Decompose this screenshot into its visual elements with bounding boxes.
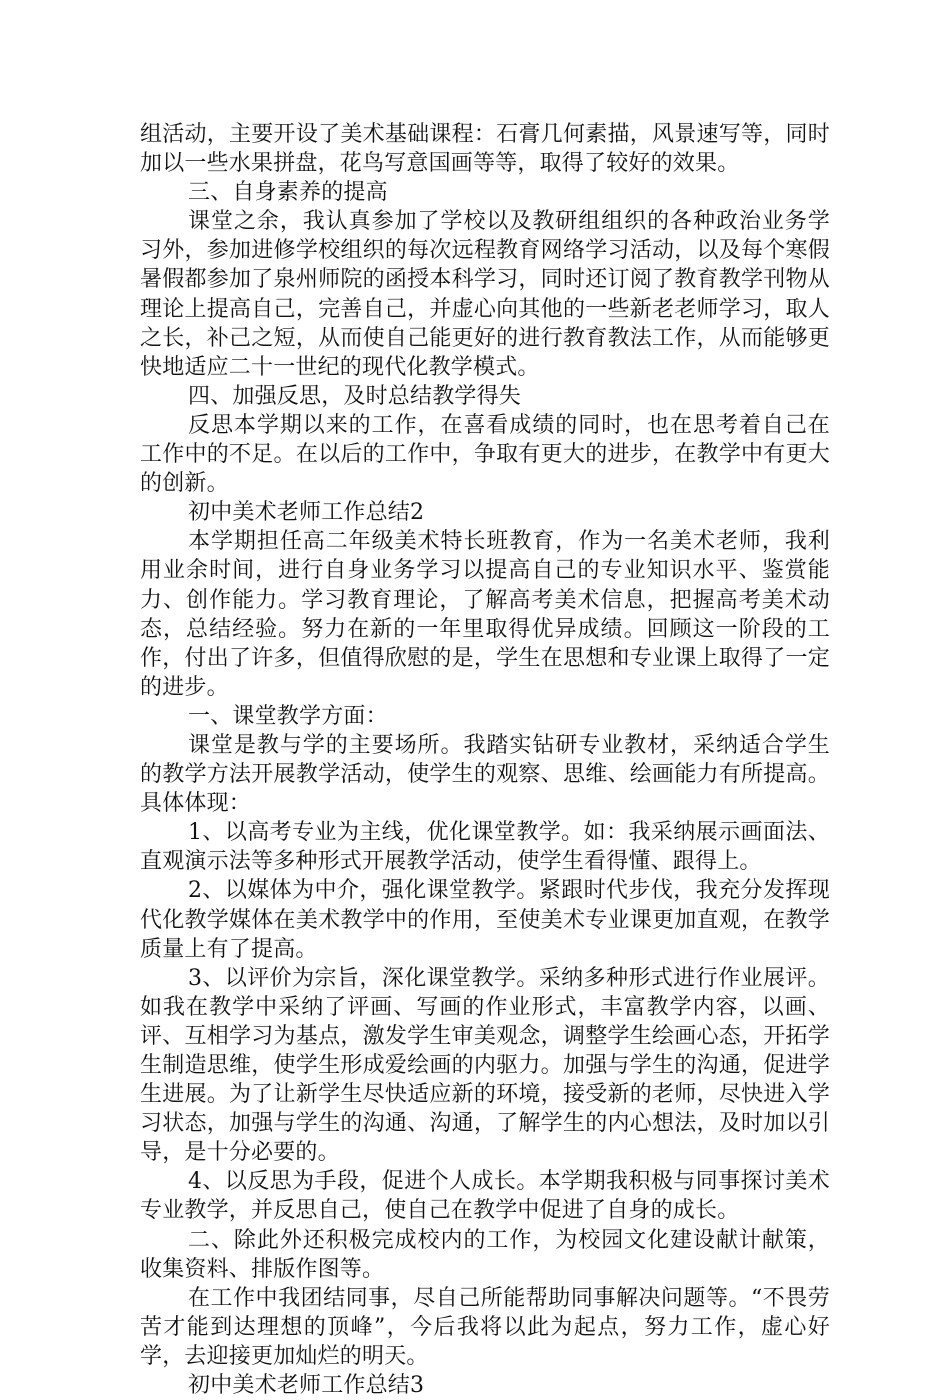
- paragraph-2: 课堂之余，我认真参加了学校以及教研组组织的各种政治业务学习外，参加进修学校组织的每次远程教育网络学习活动，以及每个寒假暑假都参加了泉州师院的函授本科学习，同时还订阅了教育教学刊物从理论上提高自己，完善自己，并虚心向其他的一些新老老师学习，取人之长，补己之短，从而使自己能更好的进行教育教法工作，从而能够更快地适应二十一世纪的现代化教学模式。: [140, 209, 830, 380]
- list-item-3: 3、以评价为宗旨，深化课堂教学。采纳多种形式进行作业展评。如我在教学中采纳了评画、写画的作业形式，丰富教学内容，以画、评、互相学习为基点，激发学生审美观念，调整学生绘画心态，开拓学生制造思维，使学生形成爱绘画的内驱力。加强与学生的沟通，促进学生进展。为了让新学生尽快适应新的环境，接受新的老师，尽快进入学习状态，加强与学生的沟通、沟通，了解学生的内心想法，及时加以引导，是十分必要的。: [140, 965, 830, 1166]
- section-heading-1: 一、课堂教学方面：: [188, 703, 388, 729]
- section-heading-4: 四、加强反思，及时总结教学得失: [188, 383, 522, 409]
- document-body: [140, 120, 830, 1400]
- list-item-1: 1、以高考专业为主线，优化课堂教学。如：我采纳展示画面法、直观演示法等多种形式开展教学活动，使学生看得懂、跟得上。: [140, 820, 830, 875]
- document-title-3: 初中美术老师工作总结3: [188, 1373, 425, 1399]
- paragraph-1: 组活动，主要开设了美术基础课程：石膏几何素描，风景速写等，同时加以一些水果拼盘，花鸟写意国画等等，取得了较好的效果。: [140, 122, 830, 177]
- section-heading-3: 三、自身素养的提高: [188, 180, 388, 206]
- paragraph-4: 本学期担任高二年级美术特长班教育，作为一名美术老师，我利用业余时间，进行自身业务学习以提高自己的专业知识水平、鉴赏能力、创作能力。学习教育理论，了解高考美术信息，把握高考美术动态，总结经验。努力在新的一年里取得优异成绩。回顾这一阶段的工作，付出了许多，但值得欣慰的是，学生在思想和专业课上取得了一定的进步。: [140, 529, 830, 700]
- list-item-4: 4、以反思为手段，促进个人成长。本学期我积极与同事探讨美术专业教学，并反思自己，使自己在教学中促进了自身的成长。: [140, 1169, 830, 1224]
- list-item-2: 2、以媒体为中介，强化课堂教学。紧跟时代步伐，我充分发挥现代化教学媒体在美术教学中的作用，至使美术专业课更加直观，在教学质量上有了提高。: [140, 878, 830, 962]
- paragraph-5: 课堂是教与学的主要场所。我踏实钻研专业教材，采纳适合学生的教学方法开展教学活动，使学生的观察、思维、绘画能力有所提高。具体体现：: [140, 732, 830, 817]
- document-title-2: 初中美术老师工作总结2: [188, 500, 425, 526]
- paragraph-3: 反思本学期以来的工作，在喜看成绩的同时，也在思考着自己在工作中的不足。在以后的工作中，争取有更大的进步，在教学中有更大的创新。: [140, 412, 830, 497]
- paragraph-6: 在工作中我团结同事，尽自己所能帮助同事解决问题等。“不畏劳苦才能到达理想的顶峰”，今后我将以此为起点，努力工作，虚心好学，去迎接更加灿烂的明天。: [140, 1285, 830, 1369]
- section-heading-2-paragraph: 二、除此外还积极完成校内的工作，为校园文化建设献计献策，收集资料、排版作图等。: [140, 1227, 830, 1282]
